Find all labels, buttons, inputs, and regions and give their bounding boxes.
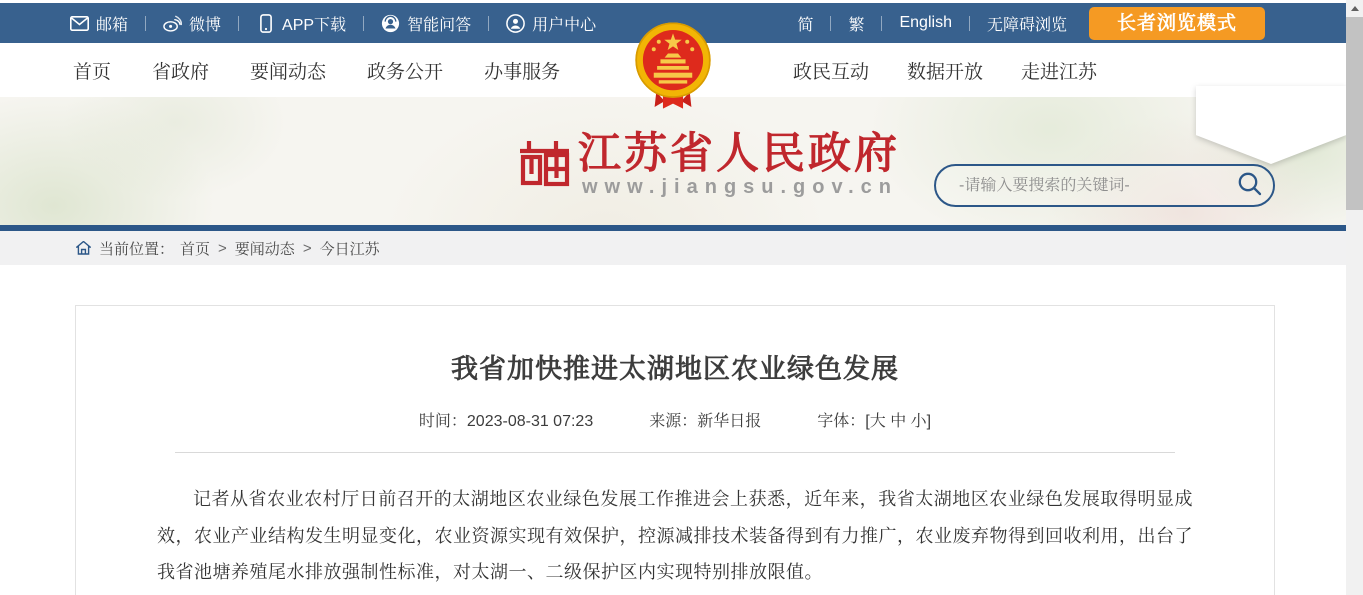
national-emblem-icon xyxy=(631,20,715,112)
font-size-medium[interactable]: 中 xyxy=(890,413,907,430)
nav-item-services[interactable]: 办事服务 xyxy=(484,61,561,83)
nav-item-open-data[interactable]: 数据开放 xyxy=(906,61,983,83)
mail-link[interactable] xyxy=(70,12,128,35)
meta-divider xyxy=(175,452,1175,453)
jiangsu-seal-logo xyxy=(518,138,571,190)
source-value: 新华日报 xyxy=(697,413,762,430)
divider xyxy=(363,16,364,31)
lang-traditional[interactable]: 繁 xyxy=(848,16,865,34)
quick-link-label: 微博 xyxy=(189,16,222,34)
article-title: 我省加快推进太湖地区农业绿色发展 xyxy=(451,354,899,384)
search-icon xyxy=(1237,171,1263,200)
nav-item-interaction[interactable]: 政民互动 xyxy=(792,61,869,83)
time-value: 2023-08-31 07:23 xyxy=(466,413,594,430)
phone-icon xyxy=(256,14,275,33)
nav-item-gov-affairs[interactable]: 政务公开 xyxy=(367,61,444,83)
user-icon xyxy=(506,14,525,33)
divider xyxy=(881,16,882,31)
font-size-large[interactable]: 大 xyxy=(869,413,886,430)
lang-english[interactable]: English xyxy=(899,14,952,31)
language-switcher xyxy=(797,7,1265,40)
divider xyxy=(830,16,831,31)
breadcrumb-home[interactable]: 首页 xyxy=(180,240,211,258)
nav-item-provincial-gov[interactable]: 省政府 xyxy=(152,61,210,83)
breadcrumb-label: 当前位置： xyxy=(99,240,175,258)
source-label: 来源： xyxy=(649,413,698,430)
bracket: ] xyxy=(926,413,932,430)
accessibility-link[interactable]: 无障碍浏览 xyxy=(986,16,1067,34)
time-label: 时间： xyxy=(418,413,467,430)
scroll-up-arrow-icon xyxy=(1351,6,1359,11)
site-url: www.jiangsu.gov.cn xyxy=(582,176,899,198)
search-input[interactable] xyxy=(959,177,1227,195)
nav-right-group xyxy=(793,57,1097,84)
site-title: 江苏省人民政府 xyxy=(578,130,900,178)
divider xyxy=(238,16,239,31)
breadcrumb-today-jiangsu[interactable]: 今日江苏 xyxy=(319,240,380,258)
user-center-link[interactable] xyxy=(506,12,596,35)
quick-link-label: 用户中心 xyxy=(532,16,597,34)
quick-link-label: 智能问答 xyxy=(407,16,472,34)
scrollbar-thumb[interactable] xyxy=(1346,17,1363,210)
quick-link-label: 邮箱 xyxy=(96,16,129,34)
home-icon xyxy=(76,241,91,255)
content-area xyxy=(0,265,1346,595)
search-button[interactable] xyxy=(1227,166,1273,205)
nav-item-home[interactable]: 首页 xyxy=(73,61,112,83)
quick-links xyxy=(70,12,596,35)
breadcrumb-news[interactable]: 要闻动态 xyxy=(234,240,295,258)
nav-item-news[interactable]: 要闻动态 xyxy=(250,61,327,83)
nav-item-about-jiangsu[interactable]: 走进江苏 xyxy=(1020,61,1097,83)
article-meta xyxy=(76,408,1274,431)
quick-link-label: APP下载 xyxy=(282,16,347,34)
divider xyxy=(488,16,489,31)
article-card xyxy=(75,305,1275,595)
mail-icon xyxy=(70,14,89,33)
breadcrumb-separator: > xyxy=(218,239,227,257)
scrollbar[interactable] xyxy=(1346,0,1363,595)
weibo-icon xyxy=(163,14,182,33)
divider xyxy=(145,16,146,31)
meta-source xyxy=(649,408,761,431)
search-box xyxy=(934,164,1275,207)
app-download-link[interactable] xyxy=(256,12,346,35)
weibo-link[interactable] xyxy=(163,12,221,35)
qa-icon xyxy=(381,14,400,33)
scrollbar-up-button[interactable] xyxy=(1346,0,1363,17)
lang-simplified[interactable]: 简 xyxy=(797,16,814,34)
divider xyxy=(969,16,970,31)
article-body: 记者从省农业农村厅日前召开的太湖地区农业绿色发展工作推进会上获悉，近年来，我省太湖地区农业绿色发展取得明显成效，农业产业结构发生明显变化，农业资源实现有效保护，控源减排技术装备得到有力推广，农业废弃物得到回收利用，出台了我省池塘养殖尾水排放强制性标准，对太湖一、二级保护区内实现特别排放限值。 xyxy=(157,489,1193,582)
breadcrumb-separator: > xyxy=(302,239,312,257)
meta-time xyxy=(419,408,593,431)
meta-font-size xyxy=(817,408,931,431)
smart-qa-link[interactable] xyxy=(381,12,471,35)
breadcrumb xyxy=(0,231,1346,265)
elder-mode-button[interactable]: 长者浏览模式 xyxy=(1089,7,1265,40)
font-size-small[interactable]: 小 xyxy=(910,413,927,430)
bracket: [ xyxy=(865,413,870,430)
nav-left-group xyxy=(73,57,560,84)
font-label: 字体： xyxy=(817,413,866,430)
